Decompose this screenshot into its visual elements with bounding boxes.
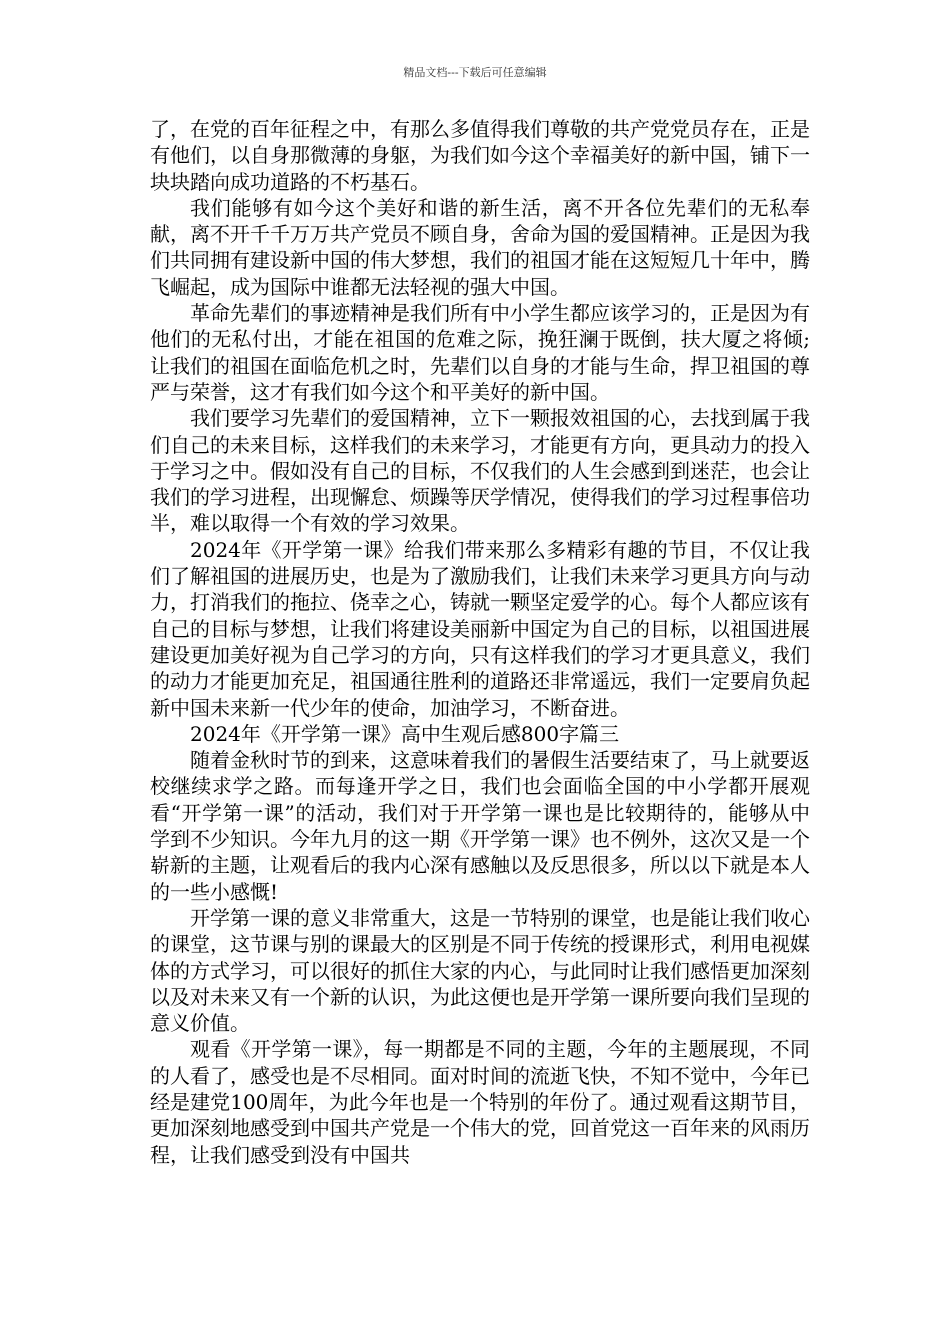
paragraph-6: 随着金秋时节的到来，这意味着我们的暑假生活要结束了，马上就要返校继续求学之路。而每逢开学之日，我们也会面临全国的中小学都开展观看“开学第一课”的活动，我们对于开学第一课也是比较期待的，能够从中学到不少知识。今年九月的这一期《开学第一课》也不例外，这次又是一个崭新的主题，让观看后的我内心深有感触以及反思很多，所以以下就是本人的一些小感慨! (150, 748, 810, 904)
paragraph-8: 观看《开学第一课》，每一期都是不同的主题，今年的主题展现，不同的人看了，感受也是不尽相同。面对时间的流逝飞快，不知不觉中，今年已经是建党100周年，为此今年也是一个特别的年份了。通过观看这期节目，更加深刻地感受到中国共产党是一个伟大的党，回首党这一百年来的风雨历程，让我们感受到没有中国共 (150, 1037, 810, 1167)
section-heading: 2024年《开学第一课》高中生观后感800字篇三 (190, 721, 620, 746)
paragraph-7: 开学第一课的意义非常重大，这是一节特别的课堂，也是能让我们收心的课堂，这节课与别的课最大的区别是不同于传统的授课形式，利用电视媒体的方式学习，可以很好的抓住大家的内心，与此同时让我们感悟更加深刻以及对未来又有一个新的认识，为此这便也是开学第一课所要向我们呈现的意义价值。 (150, 905, 810, 1036)
paragraph-4: 我们要学习先辈们的爱国精神，立下一颗报效祖国的心，去找到属于我们自己的未来目标，这样我们的未来学习，才能更有方向，更具动力的投入于学习之中。假如没有自己的目标，不仅我们的人生会感到到迷茫，也会让我们的学习进程，出现懈怠、烦躁等厌学情况，使得我们的学习过程事倍功半，难以取得一个有效的学习效果。 (150, 406, 810, 536)
paragraph-5: 2024年《开学第一课》给我们带来那么多精彩有趣的节目，不仅让我们了解祖国的进展历史，也是为了激励我们，让我们未来学习更具方向与动力，打消我们的拖拉、侥幸之心，铸就一颗坚定爱学的心。每个人都应该有自己的目标与梦想，让我们将建设美丽新中国定为自己的目标，以祖国进展建设更加美好视为自己学习的方向，只有这样我们的学习才更具意义，我们的动力才能更加充足，祖国通往胜利的道路还非常遥远，我们一定要肩负起新中国未来新一代少年的使命，加油学习，不断奋进。 (150, 537, 810, 720)
paragraph-2: 我们能够有如今这个美好和谐的新生活，离不开各位先辈们的无私奉献，离不开千千万万共产党员不顾自身，舍命为国的爱国精神。正是因为我们共同拥有建设新中国的伟大梦想，我们的祖国才能在这短短几十年中，腾飞崛起，成为国际中谁都无法轻视的强大中国。 (150, 195, 810, 299)
page-header: 精品文档---下载后可任意编辑 (403, 66, 547, 79)
document-body (150, 116, 810, 1168)
paragraph-3: 革命先辈们的事迹精神是我们所有中小学生都应该学习的，正是因为有他们的无私付出，才能在祖国的危难之际，挽狂澜于既倒，扶大厦之将倾;让我们的祖国在面临危机之时，先辈们以自身的才能与生命，捍卫祖国的尊严与荣誉，这才有我们如今这个和平美好的新中国。 (150, 301, 810, 404)
paragraph-1: 了，在党的百年征程之中，有那么多值得我们尊敬的共产党党员存在，正是有他们，以自身那微薄的身躯，为我们如今这个幸福美好的新中国，铺下一块块踏向成功道路的不朽基石。 (150, 117, 810, 194)
